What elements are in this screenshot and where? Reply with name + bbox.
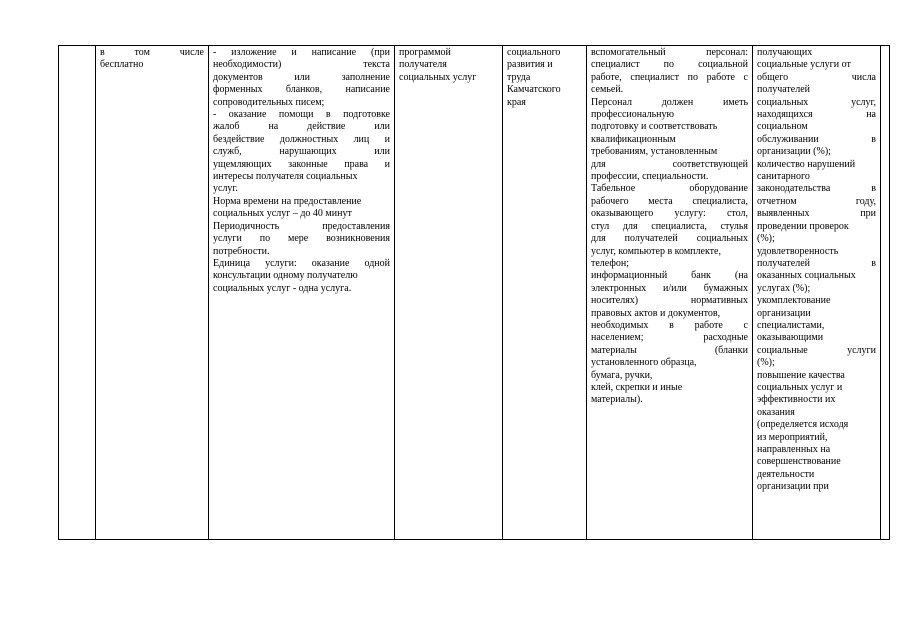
cell-line: специалистами,: [757, 319, 825, 331]
cell-line: клей, скрепки и иные: [591, 381, 683, 393]
cell-line: сопроводительных писем;: [213, 96, 325, 108]
cell-line: санитарного: [757, 171, 810, 183]
cell-line: (определяется исходя: [757, 419, 849, 431]
cell-line: (%);: [757, 233, 775, 245]
cell-line: услуг, компьютер в комплекте,: [591, 245, 721, 257]
cell-line: находящихся на: [757, 109, 876, 121]
cell-line: социального: [507, 47, 561, 58]
cell-line: труда: [507, 71, 531, 83]
cell-line: служб, нарушающих или: [213, 146, 390, 158]
cell-line: организации (%);: [757, 146, 831, 158]
cell-line: Норма времени на предоставление: [213, 195, 362, 207]
cell-service-content: [209, 46, 395, 540]
cell-line: получателей в: [757, 257, 876, 269]
cell-line: деятельности: [757, 468, 815, 480]
cell-line: края: [507, 96, 526, 108]
cell-line: квалификационным: [591, 133, 676, 145]
cell-line: бумага, ручки,: [591, 369, 653, 381]
cell-line: услуг.: [213, 183, 238, 195]
cell-line: из мероприятий,: [757, 431, 828, 443]
cell-line: организации при: [757, 481, 829, 493]
cell-line: социальные услуги от: [757, 59, 851, 71]
cell-line: проведении проверок: [757, 220, 849, 232]
cell-ministry: [503, 46, 587, 540]
cell-line: социальных услуг и: [757, 381, 843, 393]
cell-line: стул для специалиста, стулья: [591, 220, 748, 232]
cell-line: совершенствование: [757, 456, 841, 468]
cell-line: услугах (%);: [757, 282, 811, 294]
cell-line: необходимости) текста: [213, 59, 390, 71]
cell-line: общего числа: [757, 71, 876, 83]
cell-line: - изложение и написание (при: [213, 47, 390, 58]
cell-line: социальные услуги: [757, 344, 876, 356]
cell-line: эффективности их: [757, 394, 836, 406]
cell-line: подготовку и соответствовать: [591, 121, 718, 133]
cell-line: получателя: [399, 59, 447, 71]
cell-line: требованиям, установленным: [591, 146, 718, 158]
cell-line: материалы).: [591, 394, 643, 406]
cell-line: получателей: [757, 84, 811, 96]
cell-line: социальных услуг – до 40 минут: [213, 208, 352, 220]
cell-program: [395, 46, 503, 540]
cell-line: выявленных при: [757, 208, 876, 220]
cell-line: материалы (бланки: [591, 344, 748, 356]
cell-line: рабочего места специалиста,: [591, 195, 748, 207]
cell-line: потребности.: [213, 245, 270, 257]
cell-line: удовлетворенность: [757, 245, 839, 257]
cell-line: направленных на: [757, 444, 831, 455]
cell-conditions: [587, 46, 753, 540]
cell-line: населением; расходные: [591, 332, 748, 344]
cell-line: работе, специалист по работе с: [591, 71, 748, 83]
cell-line: бесплатно: [100, 59, 144, 71]
cell-indicators: [753, 46, 881, 540]
cell-number: [59, 46, 96, 540]
cell-service-name: [96, 46, 209, 540]
cell-line: обслуживании в: [757, 133, 876, 145]
cell-line: в том числе: [100, 47, 204, 58]
table-row: [59, 46, 890, 540]
cell-line: укомплектование: [757, 295, 831, 307]
cell-line: оказывающего услугу: стол,: [591, 208, 748, 220]
cell-line: документов или заполнение: [213, 71, 390, 83]
cell-line: правовых актов и документов,: [591, 307, 721, 319]
cell-line: законодательства в: [757, 183, 876, 195]
cell-line: информационный банк (на: [591, 270, 748, 282]
cell-line: оказания: [757, 406, 795, 418]
cell-line: семьей.: [591, 84, 624, 96]
cell-line: телефон;: [591, 257, 629, 269]
cell-line: развития и: [507, 59, 553, 71]
cell-line: (%);: [757, 357, 775, 369]
cell-line: социальных услуг,: [757, 96, 876, 108]
cell-line: установленного образца,: [591, 357, 697, 369]
cell-line: Единица услуги: оказание одной: [213, 257, 390, 269]
services-table: [58, 45, 890, 540]
cell-line: Периодичность предоставления: [213, 220, 390, 232]
cell-line: социальных услуг: [399, 71, 477, 83]
cell-line: вспомогательный персонал:: [591, 47, 748, 58]
cell-line: для соответствующей: [591, 158, 748, 170]
cell-line: Персонал должен иметь: [591, 96, 748, 108]
cell-line: организации: [757, 307, 811, 319]
cell-line: для получателей социальных: [591, 233, 748, 245]
cell-line: повышение качества: [757, 369, 845, 381]
cell-line: Табельное оборудование: [591, 183, 748, 195]
cell-line: бездействие должностных лиц и: [213, 133, 390, 145]
cell-line: жалоб на действие или: [213, 121, 390, 133]
cell-line: консультации одному получателю: [213, 270, 358, 282]
cell-line: услуги по мере возникновения: [213, 233, 390, 245]
cell-line: количество нарушений: [757, 158, 856, 170]
cell-line: форменных бланков, написание: [213, 84, 390, 96]
cell-line: специалист по социальной: [591, 59, 748, 71]
cell-line: носителях) нормативных: [591, 295, 748, 307]
cell-line: социальных услуг - одна услуга.: [213, 282, 352, 294]
cell-line: профессии, специальности.: [591, 171, 709, 183]
cell-line: оказывающими: [757, 332, 824, 344]
cell-line: Камчатского: [507, 84, 561, 96]
cell-line: оказанных социальных: [757, 270, 856, 282]
cell-line: отчетном году,: [757, 195, 876, 207]
cell-line: электронных и/или бумажных: [591, 282, 748, 294]
cell-line: социальном: [757, 121, 808, 133]
cell-line: программой: [399, 47, 451, 58]
cell-line: получающих: [757, 47, 813, 58]
cell-extra: [881, 46, 890, 540]
cell-line: необходимых в работе с: [591, 319, 748, 331]
cell-line: ущемляющих законные права и: [213, 158, 390, 170]
cell-line: интересы получателя социальных: [213, 171, 358, 183]
cell-line: - оказание помощи в подготовке: [213, 109, 390, 121]
cell-line: профессиональную: [591, 109, 674, 121]
